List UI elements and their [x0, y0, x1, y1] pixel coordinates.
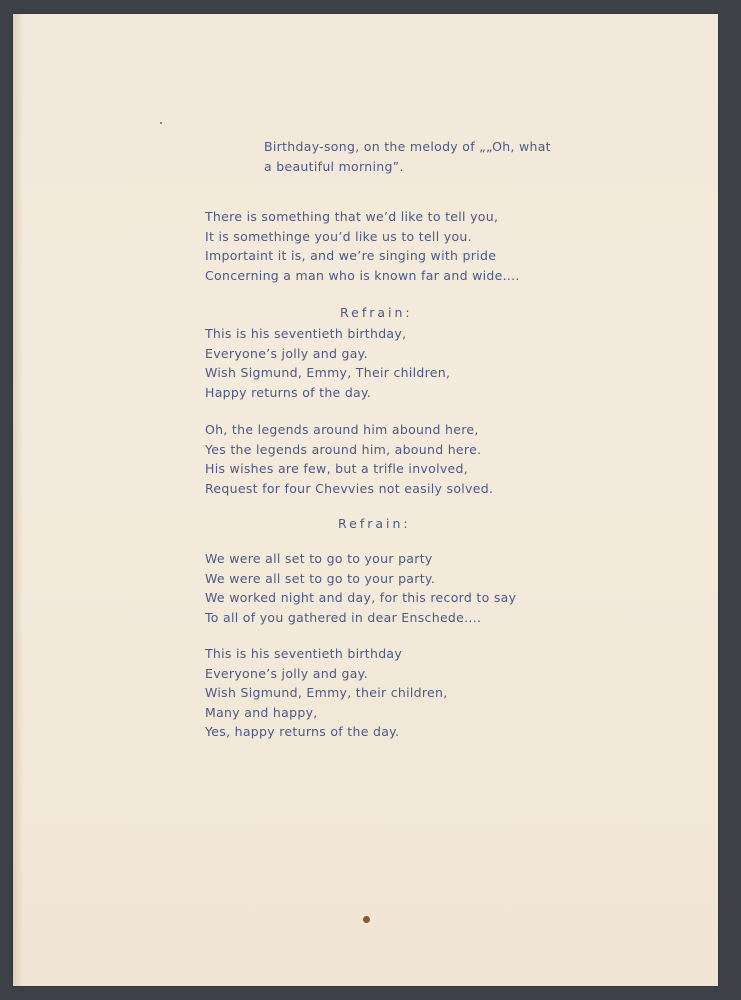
verse-line: Request for four Chevvies not easily solved. — [205, 480, 494, 496]
stanza-3 — [205, 549, 516, 627]
verse-line: We worked night and day, for this record to say — [205, 590, 517, 605]
verse-line: It is somethinge you’d like us to tell you. — [205, 228, 472, 244]
paper-stain — [363, 916, 370, 923]
refrain-1 — [205, 324, 450, 402]
heading-line: a beautiful morning”. — [264, 159, 404, 174]
refrain-label: Refrain: — [338, 516, 411, 531]
page-edge-shadow — [13, 14, 23, 986]
final-refrain — [205, 644, 448, 742]
verse-line: This is his seventieth birthday, — [205, 326, 407, 341]
document-page — [13, 14, 718, 986]
paper-speck — [160, 122, 162, 124]
heading-line: Birthday-song, on the melody of „„Oh, what — [264, 139, 551, 154]
stanza-1 — [205, 207, 520, 285]
verse-line: Everyone’s jolly and gay. — [205, 665, 368, 681]
verse-line: Importaint it is, and we’re singing with pride — [205, 248, 497, 263]
verse-line: Yes, happy returns of the day. — [205, 724, 400, 739]
song-heading — [264, 137, 551, 177]
verse-line: Many and happy, — [205, 704, 318, 720]
verse-line: This is his seventieth birthday — [205, 646, 403, 661]
verse-line: We were all set to go to your party — [205, 551, 433, 566]
verse-line: Happy returns of the day. — [205, 384, 372, 400]
verse-line: We were all set to go to your party. — [205, 570, 436, 586]
verse-line: Wish Sigmund, Emmy, their children, — [205, 685, 448, 700]
verse-line: Yes the legends around him, abound here. — [205, 441, 482, 457]
verse-line: Concerning a man who is known far and wide.... — [205, 267, 520, 283]
verse-line: Oh, the legends around him abound here, — [205, 422, 479, 437]
verse-line: Everyone’s jolly and gay. — [205, 345, 368, 361]
verse-line: To all of you gathered in dear Enschede.... — [205, 609, 482, 625]
verse-line: There is something that we’d like to tell you, — [205, 209, 499, 224]
stanza-2 — [205, 420, 493, 498]
verse-line: His wishes are few, but a trifle involved, — [205, 461, 469, 476]
refrain-label: Refrain: — [340, 305, 413, 320]
verse-line: Wish Sigmund, Emmy, Their children, — [205, 365, 451, 380]
